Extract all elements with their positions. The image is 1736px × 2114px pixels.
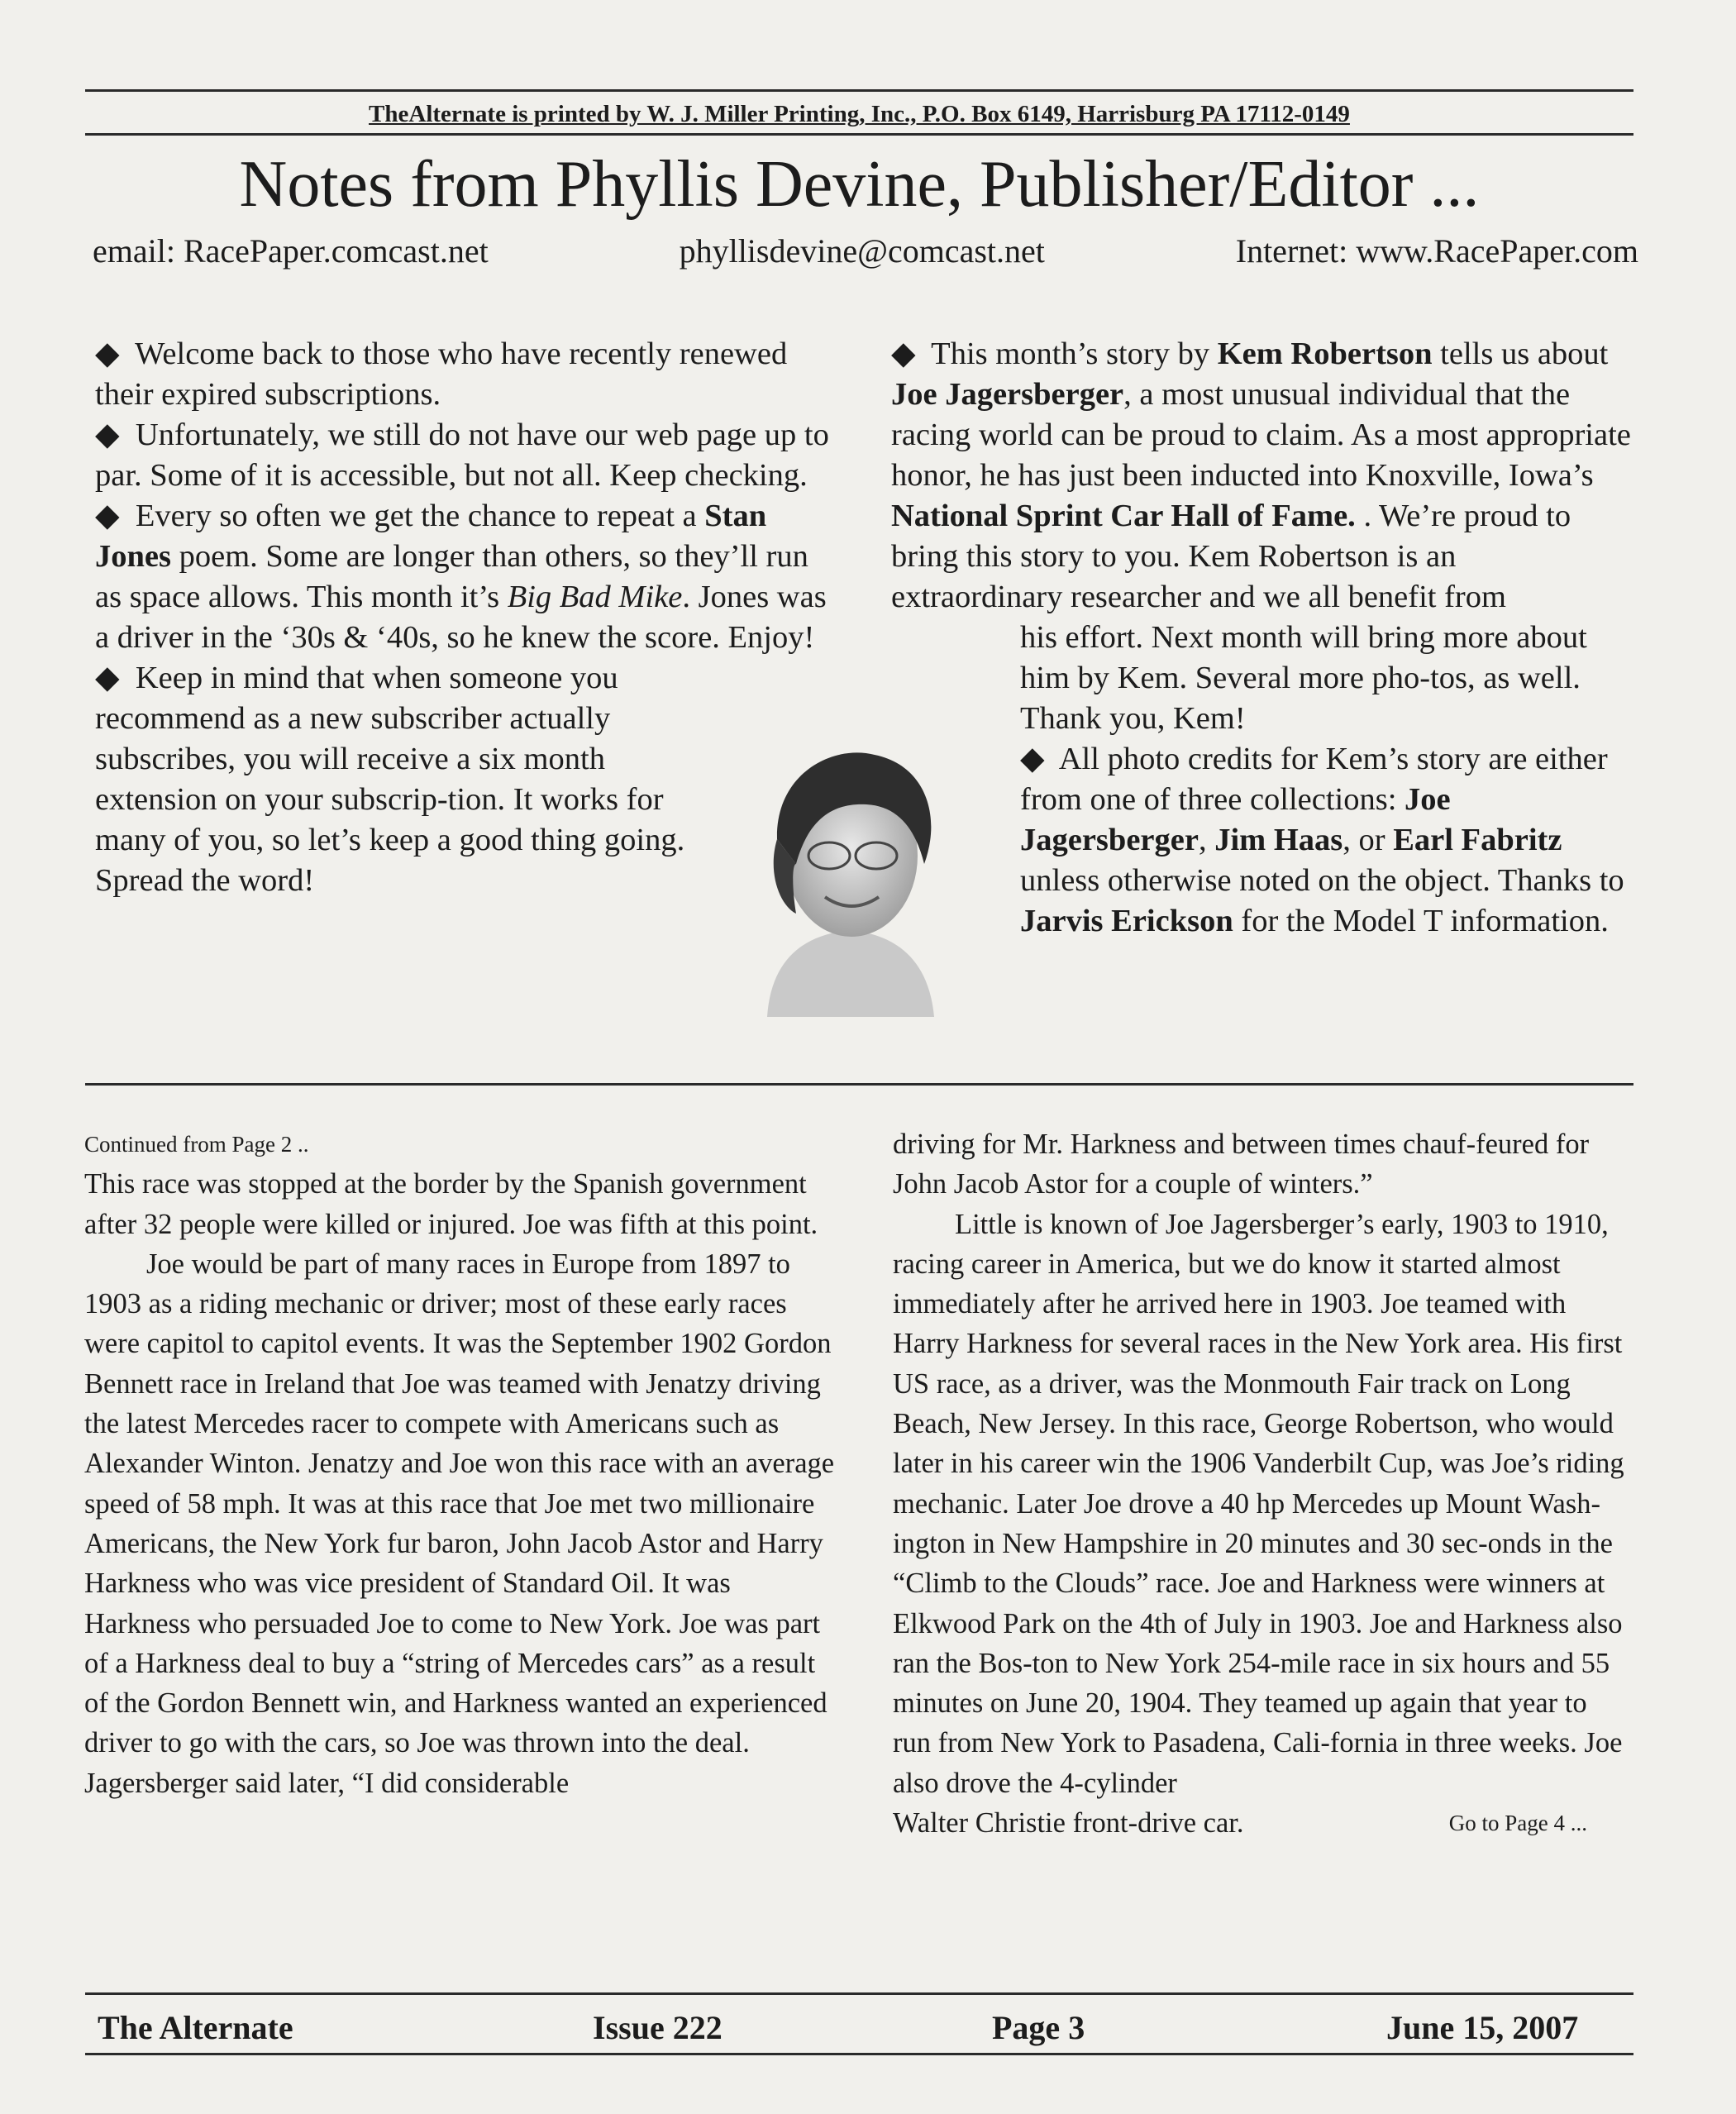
bullet-diamond-icon: ◆: [95, 661, 120, 695]
note-story: ◆ This month’s story by Kem Robertson tells us about Joe Jagersberger, a most unusual individual that the racing world can be proud to claim. As a most appropriate honor, he has just been inducted into Knoxville, Iowa’s National Sprint Car Hall of Fame. . We’re proud to bring this story to you. Kem Robertson is an extraordinary researcher and we all benefit from: [891, 336, 1631, 614]
page-title: Notes from Phyllis Devine, Publisher/Editor ...: [239, 148, 1480, 221]
bullet-diamond-icon: ◆: [95, 418, 120, 452]
internet-address: Internet: www.RacePaper.com: [1235, 232, 1638, 270]
contact-line: [93, 231, 1638, 270]
section-rule: [85, 1083, 1633, 1086]
top-rule: [85, 89, 1633, 92]
printer-line: TheAlternate is printed by W. J. Miller Printing, Inc., P.O. Box 6149, Harrisburg PA 17112-0149: [369, 101, 1350, 127]
article-paragraph: This race was stopped at the border by the Spanish government after 32 people were killed or injured. Joe was fifth at this point.: [84, 1168, 818, 1240]
notes-right-column: [891, 334, 1635, 942]
note-poem: ◆ Every so often we get the chance to repeat a Stan Jones poem. Some are longer than others, so they’ll run as space allows. This month it’s Big Bad Mike. Jones was a driver in the ‘30s & ‘40s, so he knew the score. Enjoy!: [95, 499, 827, 655]
note-web-page: ◆ Unfortunately, we still do not have our web page up to par. Some of it is accessible, but not all. Keep checking.: [95, 418, 829, 493]
footer-publication: The Alternate: [98, 2009, 293, 2046]
go-to-page-link[interactable]: Go to Page 4 ...: [1448, 1811, 1587, 1836]
bullet-diamond-icon: ◆: [95, 499, 120, 533]
note-photo-credits: ◆ All photo credits for Kem’s story are either from one of three collections: Joe Jagersberger, Jim Haas, or Earl Fabritz unless otherwise noted on the object. Thanks to Jarvis Erickson for the Model T information.: [1020, 742, 1624, 938]
note-story-cont: his effort. Next month will bring more about him by Kem. Several more pho-tos, as well. Thank you, Kem!: [1020, 620, 1587, 736]
bullet-diamond-icon: ◆: [891, 336, 916, 371]
article-left-column: [84, 1124, 841, 1803]
footer-page: Page 3: [992, 2009, 1085, 2046]
printer-rule: [85, 133, 1633, 136]
article-paragraph: Joe would be part of many races in Europe from 1897 to 1903 as a riding mechanic or driver; most of these early races were capitol to capitol events. It was the September 1902 Gordon Bennett race in Ireland that Joe was teamed with Jenatzy driving the latest Mercedes racer to compete with Americans such as Alexander Winton. Jenatzy and Joe won this race with an average speed of 58 mph. It was at this race that Joe met two millionaire Americans, the New York fur baron, John Jacob Astor and Harry Harkness who was vice president of Standard Oil. It was Harkness who persuaded Joe to come to New York. Joe was part of a Harkness deal to buy a “string of Mercedes cars” as a result of the Gordon Bennett win, and Harkness wanted an experienced driver to go with the cars, so Joe was thrown into the deal. Jagersberger said later, “I did considerable: [84, 1248, 835, 1799]
footer-top-rule: [85, 1992, 1633, 1995]
note-referral: ◆ Keep in mind that when someone you recommend as a new subscriber actually subscribes, you will receive a six month extension on your subscrip-tion. It works for many of you, so let’s keep a good thing going. Spread the word!: [95, 661, 685, 898]
notes-left-column: [95, 334, 839, 901]
footer-date: June 15, 2007: [1386, 2009, 1579, 2046]
article-last-line: Walter Christie front-drive car. Go to Page 4 ...: [893, 1803, 1624, 1843]
email-1: email: RacePaper.comcast.net: [93, 232, 489, 270]
note-welcome: ◆ Welcome back to those who have recently renewed their expired subscriptions.: [95, 336, 788, 412]
footer-issue: Issue 222: [593, 2009, 723, 2046]
footer-bottom-rule: [85, 2053, 1633, 2055]
continued-note: Continued from Page 2 ..: [84, 1132, 309, 1157]
bullet-diamond-icon: ◆: [95, 336, 120, 371]
article-paragraph: Little is known of Joe Jagersberger’s early, 1903 to 1910, racing career in America, but we do know it started almost immediately after he arrived here in 1903. Joe teamed with Harry Harkness for several races in the New York area. His first US race, as a driver, was the Monmouth Fair track on Long Beach, New Jersey. In this race, George Robertson, who would later in his career win the 1906 Vanderbilt Cup, was Joe’s riding mechanic. Later Joe drove a 40 hp Mercedes up Mount Wash-ington in New Hampshire in 20 minutes and 30 sec-onds in the “Climb to the Clouds” race. Joe and Harkness were winners at Elkwood Park on the 4th of July in 1903. Joe and Harkness also ran the Bos-ton to New York 254-mile race in six hours and 55 minutes on June 20, 1904. They teamed up again that year to run from New York to Pasadena, Cali-fornia in three weeks. Joe also drove the 4-cylinder: [893, 1208, 1624, 1799]
article-paragraph: driving for Mr. Harkness and between times chauf-feured for John Jacob Astor for a couple of winters.”: [893, 1129, 1590, 1200]
bullet-diamond-icon: ◆: [1020, 742, 1045, 776]
article-right-column: [893, 1124, 1624, 1843]
email-2: phyllisdevine@comcast.net: [679, 232, 1045, 270]
